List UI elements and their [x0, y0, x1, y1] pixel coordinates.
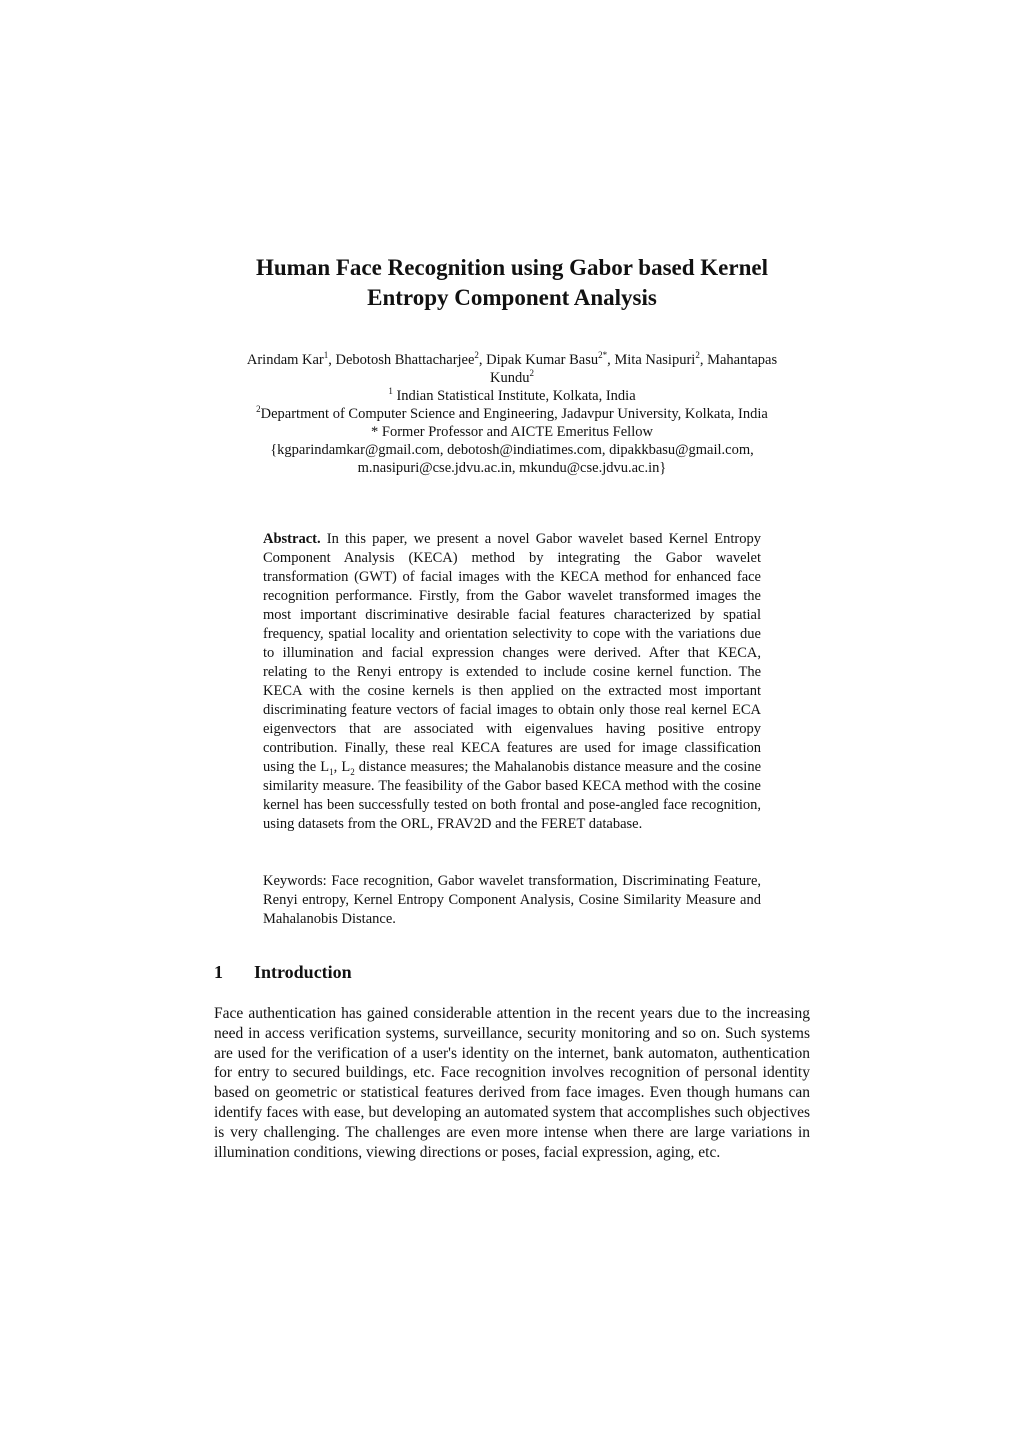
author-name: , Mahantapas	[699, 352, 778, 368]
author-superscript: 2	[474, 350, 479, 361]
keywords: Keywords: Face recognition, Gabor wavelet transformation, Discriminating Feature, Renyi entropy, Kernel Entropy Component Analysis, Cosine Similarity Measure and Mahalanobis Distance.	[263, 873, 761, 927]
paper-title	[160, 253, 864, 313]
abstract-label: Abstract.	[263, 531, 321, 547]
author-superscript: 2*	[598, 350, 608, 361]
author-affiliation-block	[200, 351, 824, 477]
section-title: Introduction	[254, 962, 352, 982]
author-superscript: 2	[695, 350, 700, 361]
author-emails-line-1: {kgparindamkar@gmail.com, debotosh@indiatimes.com, dipakkbasu@gmail.com,	[270, 442, 754, 458]
abstract	[263, 530, 761, 834]
author-superscript: 1	[323, 350, 329, 361]
author-name: Kundu	[490, 370, 530, 386]
introduction-paragraph: Face authentication has gained considerable attention in the recent years due to the increasing need in access verification systems, surveillance, security monitoring and so on. Such systems are used for the verification of a user's identity on the internet, bank automaton, authentication for entry to secured buildings, etc. Face recognition involves recognition of personal identity based on geometric or statistical features derived from face images. Even though humans can identify faces with ease, but developing an automated system that accomplishes such objectives is very challenging. The challenges are even more intense when there are large variations in illumination conditions, viewing directions or poses, facial expression, aging, etc.	[214, 1005, 810, 1161]
title-line-1: Human Face Recognition using Gabor based Kernel	[256, 255, 768, 280]
title-line-2: Entropy Component Analysis	[367, 285, 657, 310]
affiliation-superscript: 1	[388, 386, 393, 397]
section-heading-introduction	[214, 960, 352, 984]
affiliation-3: * Former Professor and AICTE Emeritus Fellow	[371, 424, 653, 440]
author-emails-line-2: m.nasipuri@cse.jdvu.ac.in, mkundu@cse.jdvu.ac.in}	[357, 460, 667, 476]
author-list-line-1	[200, 351, 824, 369]
author-name: , Dipak Kumar Basu	[478, 352, 599, 368]
section-number: 1	[214, 962, 223, 982]
abstract-subscript: 1	[329, 766, 334, 777]
abstract-text: , L	[333, 759, 351, 775]
affiliation-1	[200, 387, 824, 405]
abstract-text: distance measures; the Mahalanobis distance measure and the cosine similarity measure. The feasibility of the Gabor based KECA method with the cosine kernel has been successfully tested on both frontal and pose-angled face recognition, using datasets from the ORL, FRAV2D and the FERET database.	[263, 759, 762, 832]
author-list-line-2	[200, 369, 824, 387]
author-name: , Debotosh Bhattacharjee	[328, 352, 475, 368]
abstract-text: In this paper, we present a novel Gabor wavelet based Kernel Entropy Component Analysis (KECA) method by integrating the Gabor wavelet transformation (GWT) of facial images with the KECA method for enhanced face recognition performance. Firstly, from the Gabor wavelet transformed images the most important discriminative desirable facial features characterized by spatial frequency, spatial locality and orientation selectivity to cope with the variations due to illumination and facial expression changes were derived. After that KECA, relating to the Renyi entropy is extended to include cosine kernel function. The KECA with the cosine kernels is then applied on the extracted most important discriminating feature vectors of facial images to obtain only those real kernel ECA eigenvectors that are associated with eigenvalues having positive entropy contribution. Finally, these real KECA features are used for image classification using the L	[263, 531, 761, 775]
author-name: , Mita Nasipuri	[607, 352, 696, 368]
author-name: Arindam Kar	[246, 352, 324, 368]
author-superscript: 2	[529, 368, 534, 379]
affiliation-2	[200, 405, 824, 423]
abstract-subscript: 2	[350, 766, 355, 777]
affiliation-text: Indian Statistical Institute, Kolkata, India	[392, 388, 636, 404]
affiliation-superscript: 2	[256, 404, 261, 415]
affiliation-text: Department of Computer Science and Engineering, Jadavpur University, Kolkata, India	[260, 406, 768, 422]
